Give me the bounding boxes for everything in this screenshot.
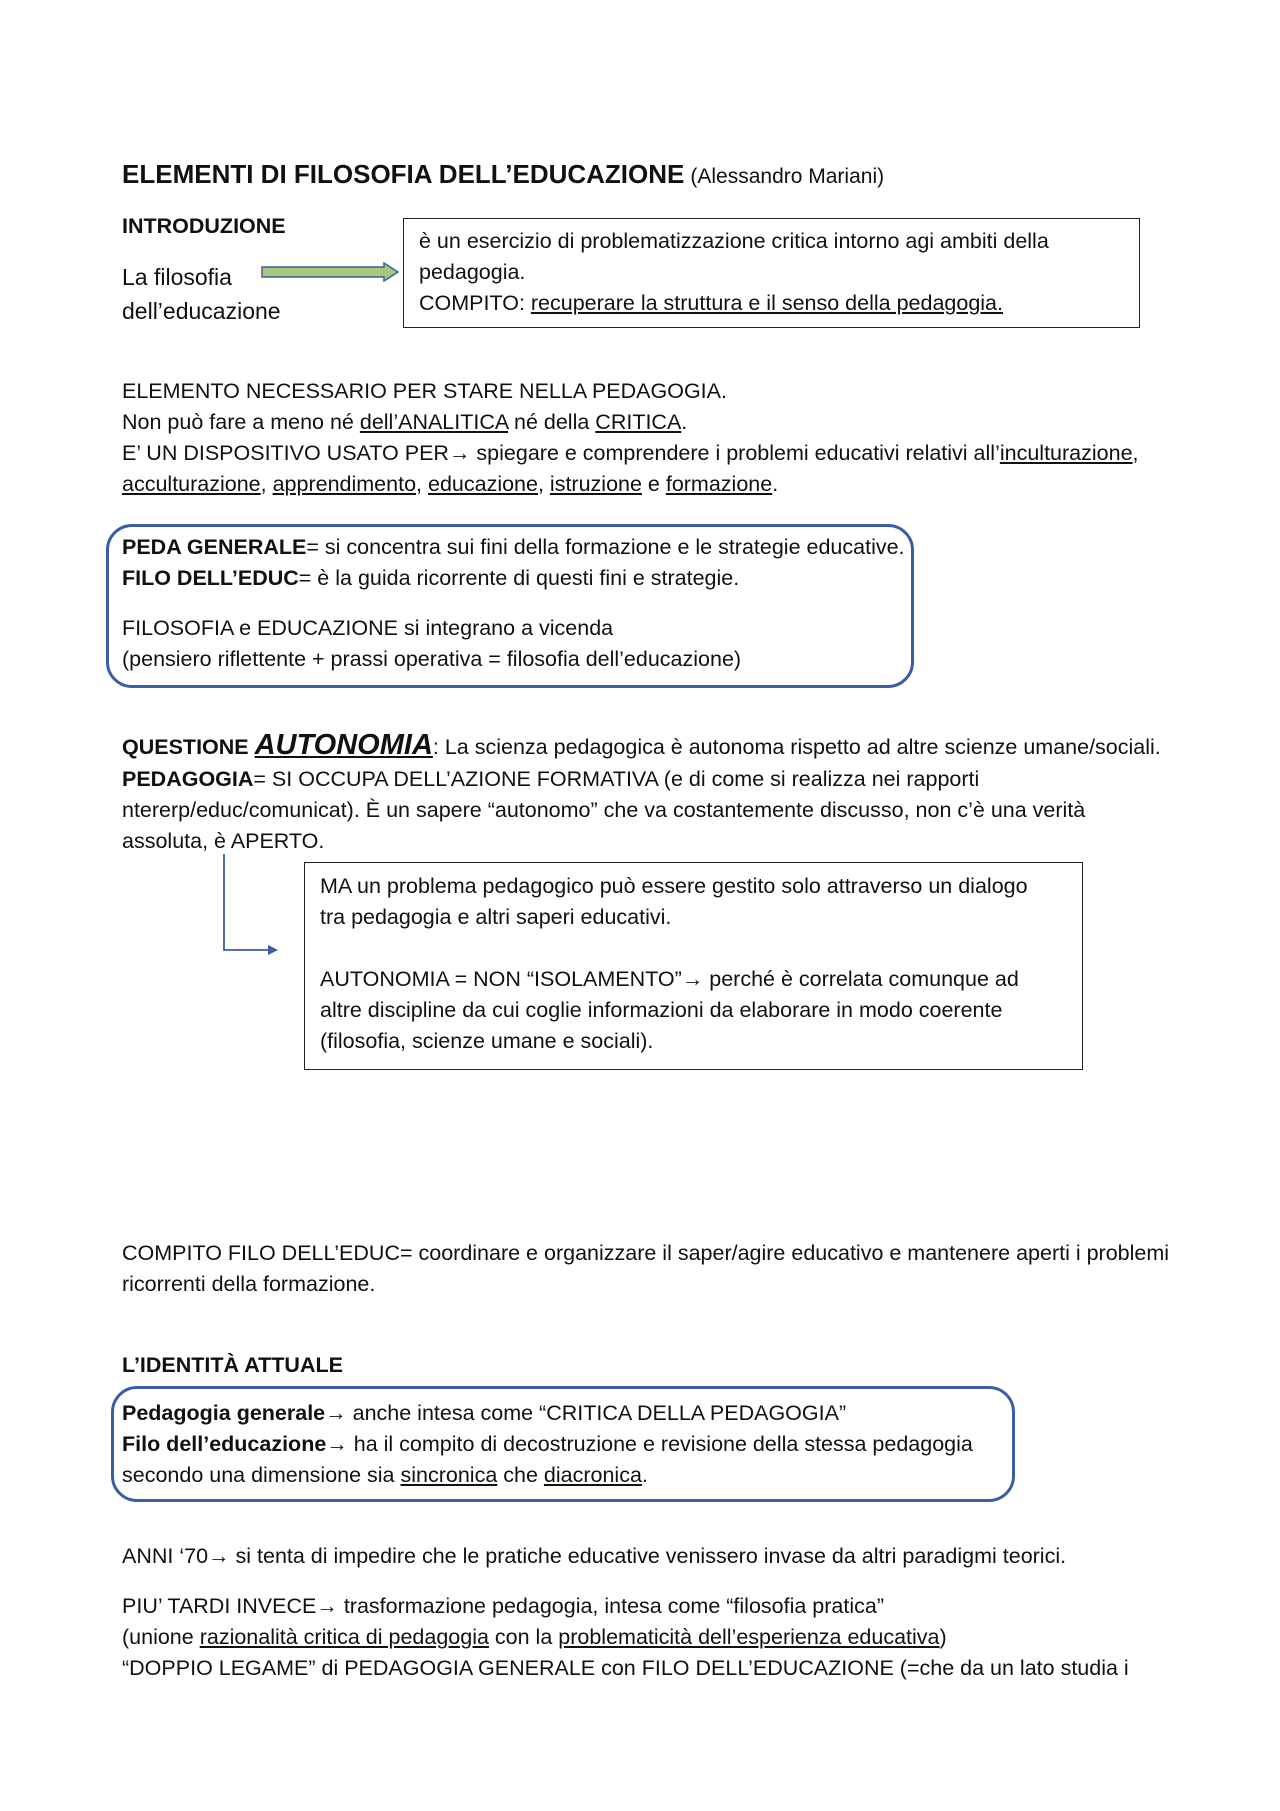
pensiero-line: (pensiero riflettente + prassi operativa = filosofia dell’educazione) [122,647,742,671]
compito-filo-paragraph [122,1238,1169,1300]
connector-arrow-icon [218,852,280,956]
intro-subject [122,260,281,328]
peda-filo-text [122,532,905,594]
filo-educ-line: FILO DELL’EDUC= è la guida ricorrente di questi fini e strategie. [122,566,740,590]
intro-heading: INTRODUZIONE [122,214,286,238]
piu-tardi-paragraph [122,1591,1129,1684]
title-author: (Alessandro Mariani) [690,165,885,188]
intro-box-text [419,226,1049,319]
necessario-line3: E’ UN DISPOSITIVO USATO PER→ spiegare e comprendere i problemi educativi relativi all’inculturazione, [122,441,1139,465]
arrow-icon: → [681,967,704,991]
peda-generale-line: PEDA GENERALE= si concentra sui fini della formazione e le strategie educative. [122,535,905,559]
intro-definition-box [403,218,1140,328]
autonomia-box-line2: tra pedagogia e altri saperi educativi. [320,905,672,929]
intro-box-line2: pedagogia. [419,260,526,284]
questione-line3: ntererp/educ/comunicat). È un sapere “autonomo” che va costantemente discusso, non c’è una verità [122,798,1086,822]
right-arrow-icon [260,262,400,282]
compito-filo-line2: ricorrenti della formazione. [122,1272,376,1296]
identita-line3: secondo una dimensione sia sincronica che diacronica. [122,1463,648,1487]
compito-text: recuperare la struttura e il senso della pedagogia. [530,291,1003,315]
anni70-line: ANNI ‘70→ si tenta di impedire che le pratiche educative venissero invase da altri paradigmi teorici. [122,1544,1067,1568]
autonomia-box-line5: (filosofia, scienze umane e sociali). [320,1029,654,1053]
piu-tardi-line1: PIU’ TARDI INVECE→ trasformazione pedagogia, intesa come “filosofia pratica” [122,1594,884,1618]
identita-line2: Filo dell’educazione→ ha il compito di decostruzione e revisione della stessa pedagogia [122,1432,973,1456]
autonomia-box-text [320,871,1028,1057]
intro-subject-line1: La filosofia [122,264,232,290]
questione-paragraph [122,764,1085,857]
arrow-icon: → [326,1432,348,1456]
integrano-line: FILOSOFIA e EDUCAZIONE si integrano a vicenda [122,616,614,640]
necessario-line4: acculturazione, apprendimento, educazione, istruzione e formazione. [122,472,779,496]
autonomia-box-line4: altre discipline da cui coglie informazioni da elaborare in modo coerente [320,998,1003,1022]
piu-tardi-line3: “DOPPIO LEGAME” di PEDAGOGIA GENERALE con FILO DELL’EDUCAZIONE (=che da un lato studia i [122,1656,1129,1680]
necessario-paragraph [122,376,1139,500]
intro-box-line1: è un esercizio di problematizzazione critica intorno agi ambiti della [419,229,1049,253]
autonomia-box [304,862,1083,1070]
necessario-line2: Non può fare a meno né dell’ANALITICA né della CRITICA. [122,410,688,434]
autonomia-box-line3: AUTONOMIA = NON “ISOLAMENTO”→ perché è correlata comunque ad [320,967,1019,991]
piu-tardi-line2: (unione razionalità critica di pedagogia con la problematicità dell’esperienza educativa) [122,1625,947,1649]
compito-label: COMPITO: [419,291,531,315]
identita-heading: L’IDENTITÀ ATTUALE [122,1353,343,1377]
questione-line4: assoluta, è APERTO. [122,829,325,853]
identita-text [122,1398,973,1491]
filosofia-educazione-text [122,613,741,675]
questione-line2: PEDAGOGIA= SI OCCUPA DELL’AZIONE FORMATIVA (e di come si realizza nei rapporti [122,767,980,791]
title-text: ELEMENTI DI FILOSOFIA DELL’EDUCAZIONE [122,159,685,189]
autonomia-box-line1: MA un problema pedagogico può essere gestito solo attraverso un dialogo [320,874,1028,898]
necessario-line1: ELEMENTO NECESSARIO PER STARE NELLA PEDAGOGIA. [122,379,727,403]
compito-filo-line1: COMPITO FILO DELL’EDUC= coordinare e organizzare il saper/agire educativo e mantenere aperti i problemi [122,1241,1170,1265]
intro-subject-line2: dell’educazione [122,298,281,324]
arrow-icon: → [325,1401,347,1425]
arrow-icon: → [208,1544,230,1568]
identita-line1: Pedagogia generale→ anche intesa come “CRITICA DELLA PEDAGOGIA” [122,1401,847,1425]
autonomia-heading: AUTONOMIA [254,729,433,761]
questione-line1: QUESTIONE AUTONOMIA: La scienza pedagogica è autonoma rispetto ad altre scienze umane/sociali. [122,729,1161,761]
intro-compito-line [419,288,1049,319]
document-title [122,156,884,195]
arrow-icon: → [316,1594,338,1618]
arrow-icon: → [448,441,471,465]
